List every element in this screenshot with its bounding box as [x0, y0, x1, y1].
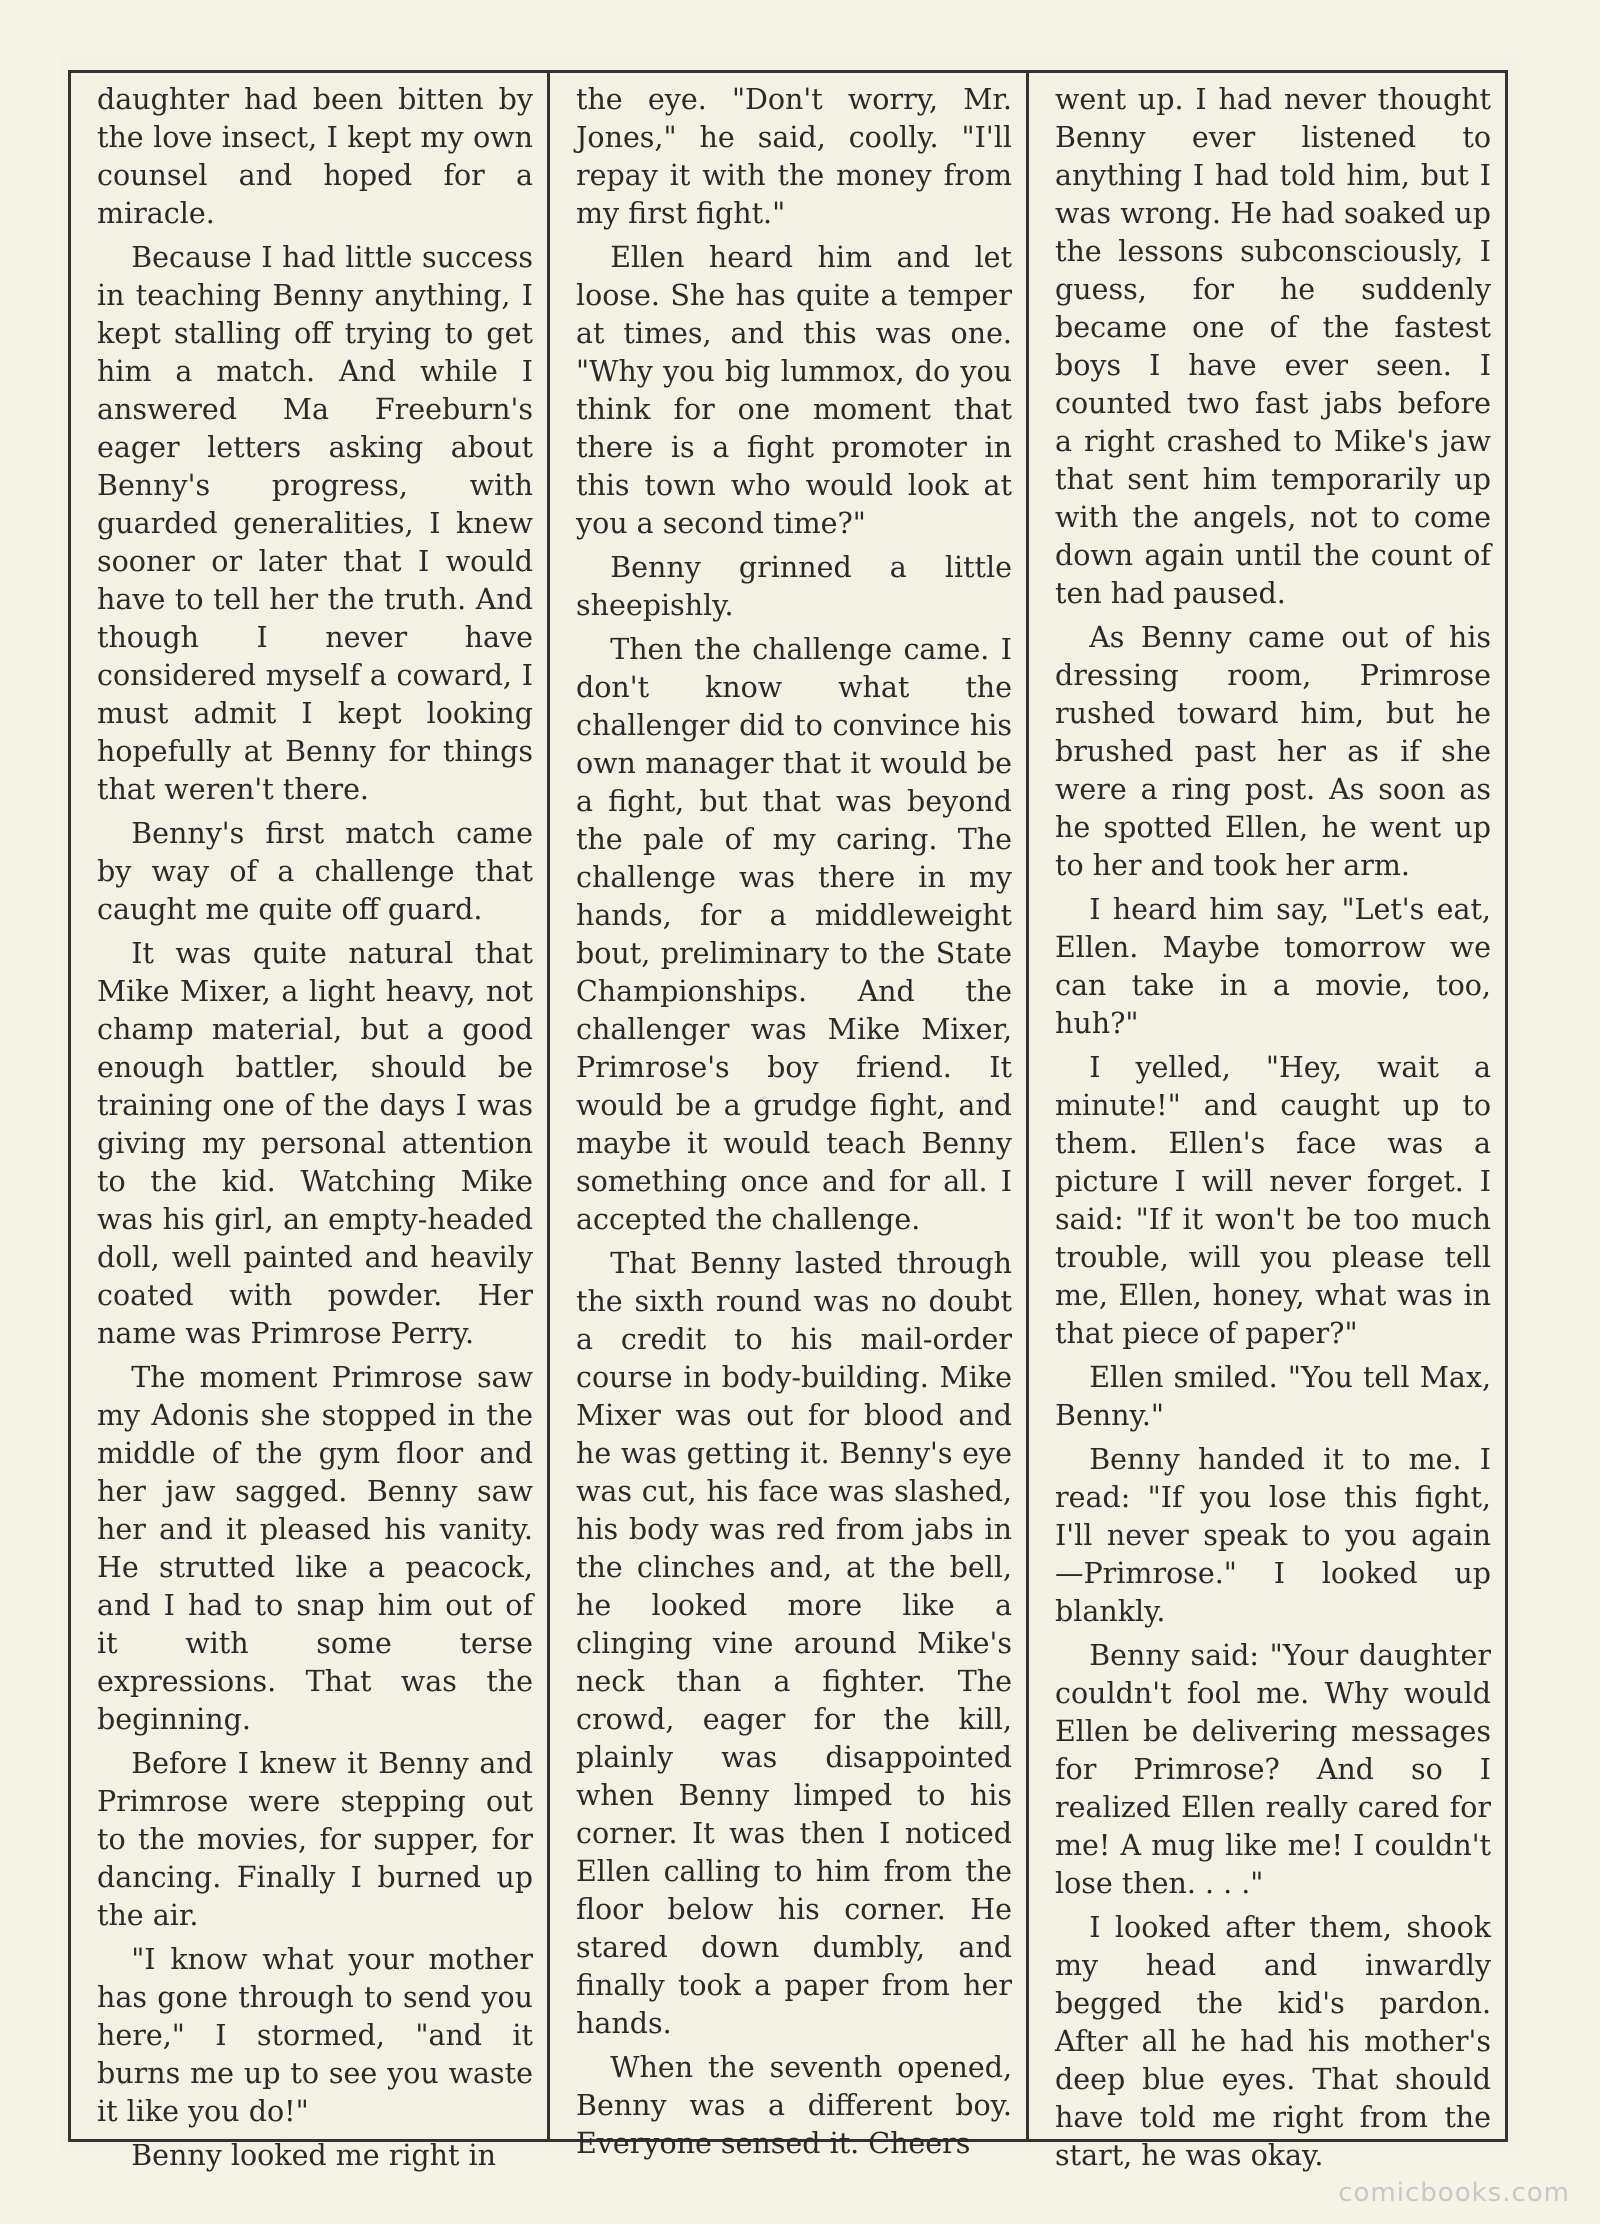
paragraph: Benny said: "Your daughter couldn't fool me. Why would Ellen be delivering messages for Primrose? And so I realized Ellen really cared for me! A mug like me! I couldn't lose then. . . ." [1055, 1639, 1491, 1900]
paragraph: I heard him say, "Let's eat, Ellen. Maybe tomorrow we can take in a movie, too, huh?" [1055, 893, 1491, 1040]
paragraph: Benny handed it to me. I read: "If you lose this fight, I'll never speak to you again —Primrose." I looked up blankly. [1055, 1443, 1491, 1628]
column-3 [1026, 73, 1505, 2172]
paragraph: Because I had little success in teaching Benny anything, I kept stalling off trying to get him a match. And while I answered Ma Freeburn's eager letters asking about Benny's progress, with guarded generalities, I knew sooner or later that I would have to tell her the truth. And though I never have considered myself a coward, I must admit I kept looking hopefully at Benny for things that weren't there. [97, 241, 533, 806]
paragraph: Before I knew it Benny and Primrose were stepping out to the movies, for supper, for dancing. Finally I burned up the air. [97, 1747, 533, 1932]
magazine-page [60, 56, 1520, 2172]
text-frame [68, 70, 1508, 2172]
column-1 [71, 73, 547, 2172]
column-2 [547, 73, 1026, 2160]
paragraph: "I know what your mother has gone through to send you here," I stormed, "and it burns me up to see you waste it like you do!" [97, 1943, 533, 2128]
paragraph: Then the challenge came. I don't know what the challenger did to convince his own manager that it would be a fight, but that was beyond the pale of my caring. The challenge was there in my hands, for a middleweight bout, preliminary to the State Championships. And the challenger was Mike Mixer, Primrose's boy friend. It would be a grudge fight, and maybe it would teach Benny something once and for all. I accepted the challenge. [576, 633, 1012, 1236]
paragraph: Benny's first match came by way of a challenge that caught me quite off guard. [97, 817, 533, 926]
paragraph: the eye. "Don't worry, Mr. Jones," he said, coolly. "I'll repay it with the money from my first fight." [576, 83, 1012, 230]
paragraph: That Benny lasted through the sixth round was no doubt a credit to his mail-order course in body-building. Mike Mixer was out for blood and he was getting it. Benny's eye was cut, his face was slashed, his body was red from jabs in the clinches and, at the bell, he looked more like a clinging vine around Mike's neck than a fighter. The crowd, eager for the kill, plainly was disappointed when Benny limped to his corner. It was then I noticed Ellen calling to him from the floor below his corner. He stared down dumbly, and finally took a paper from her hands. [576, 1247, 1012, 2040]
paragraph: Ellen heard him and let loose. She has quite a temper at times, and this was one. "Why you big lummox, do you think for one moment that there is a fight promoter in this town who would look at you a second time?" [576, 241, 1012, 540]
watermark: comicbooks.com [1338, 2178, 1570, 2208]
paragraph: Benny looked me right in [131, 2139, 497, 2172]
paragraph: It was quite natural that Mike Mixer, a light heavy, not champ material, but a good enough battler, should be training one of the days I was giving my personal attention to the kid. Watching Mike was his girl, an empty-headed doll, well painted and heavily coated with powder. Her name was Primrose Perry. [97, 937, 533, 1350]
paragraph: As Benny came out of his dressing room, Primrose rushed toward him, but he brushed past her as if she were a ring post. As soon as he spotted Ellen, he went up to her and took her arm. [1055, 621, 1491, 882]
paragraph: went up. I had never thought Benny ever listened to anything I had told him, but I was wrong. He had soaked up the lessons subconsciously, I guess, for he suddenly became one of the fastest boys I have ever seen. I counted two fast jabs before a right crashed to Mike's jaw that sent him temporarily up with the angels, not to come down again until the count of ten had paused. [1055, 83, 1491, 610]
paragraph: I looked after them, shook my head and inwardly begged the kid's pardon. After all he had his mother's deep blue eyes. That should have told me right from the start, he was okay. [1055, 1911, 1491, 2172]
paragraph: Benny grinned a little sheepishly. [576, 551, 1012, 622]
paragraph: daughter had been bitten by the love insect, I kept my own counsel and hoped for a miracle. [97, 83, 533, 230]
paragraph: Ellen smiled. "You tell Max, Benny." [1055, 1361, 1491, 1432]
paragraph: I yelled, "Hey, wait a minute!" and caught up to them. Ellen's face was a picture I will never forget. I said: "If it won't be too much trouble, will you please tell me, Ellen, honey, what was in that piece of paper?" [1055, 1051, 1491, 1350]
paragraph: When the seventh opened, Benny was a different boy. Everyone sensed it. Cheers [576, 2051, 1012, 2160]
paragraph: The moment Primrose saw my Adonis she stopped in the middle of the gym floor and her jaw sagged. Benny saw her and it pleased his vanity. He strutted like a peacock, and I had to snap him out of it with some terse expressions. That was the beginning. [97, 1361, 533, 1736]
